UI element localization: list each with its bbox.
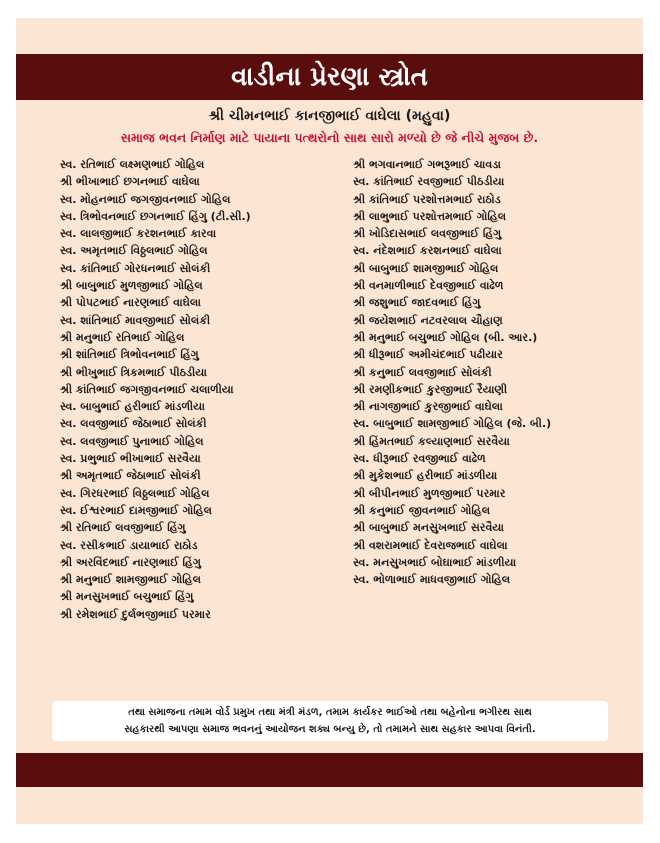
name-list-item: સ્વ. ધીરૂભાઈ રવજીભાઈ વાઢેળ <box>353 452 486 466</box>
name-list-item: શ્રી વનમાળીભાઈ દેવજીભાઈ વાઢેળ <box>353 279 504 293</box>
name-list-item: સ્વ. રસીકભાઈ ડાયાભાઈ રાઠોડ <box>60 538 198 552</box>
name-list-item: શ્રી અમૃતભાઈ જેઠાભાઈ સોલંકી <box>60 469 201 483</box>
name-list-item: શ્રી પોપટભાઈ નારણભાઈ વાઘેલા <box>60 296 201 310</box>
name-list-item: શ્રી ખોડિદાસભાઈ લવજીભાઈ હિંગુ <box>353 227 502 241</box>
page-title: વાડીના પ્રેરણા સ્ત્રોત <box>16 54 643 100</box>
page-panel <box>16 18 643 824</box>
name-list-item: સ્વ. બાબુભાઈ શામજીભાઈ ગોહિલ (જે. બી.) <box>353 417 552 431</box>
name-list-item: શ્રી રમણીકભાઈ કુરજીભાઈ રૈયાણી <box>353 382 508 396</box>
name-list-item: સ્વ. કાંતિભાઈ ગોરધનભાઈ સોલંકી <box>60 261 211 275</box>
name-list-item: શ્રી હિંમતભાઈ કલ્યાણભાઈ સરવૈયા <box>353 434 510 448</box>
name-list-item: શ્રી કાંતિભાઈ જગજીવનભાઈ ચલાળીયા <box>60 382 234 396</box>
name-list-item: સ્વ. મનસુખભાઈ બોઘાભાઈ માંડળીયા <box>353 555 517 569</box>
name-list-item: શ્રી રતિભાઈ લવજીભાઈ હિંગુ <box>60 521 186 535</box>
name-list-item: શ્રી ભગવાનભાઈ ગભરૂભાઈ ચાવડા <box>353 158 501 171</box>
name-list-item: સ્વ. ગિરધરભાઈ વિઠ્ઠલભાઈ ગોહિલ <box>60 486 210 500</box>
name-list-item: સ્વ. લવજીભાઈ પુનાભાઈ ગોહિલ <box>60 434 204 448</box>
intro-text: સમાજ ભવન નિર્માણ માટે પાયાના પત્થરોનો સાથ સારો મળ્યો છે જે નીચે મુજબ છે. <box>120 130 539 145</box>
name-list-item: શ્રી બીપીનભાઈ મુળજીભાઈ પરમાર <box>353 486 506 500</box>
name-list-item: સ્વ. ત્રિભોવનભાઈ છગનભાઈ હિંગુ (ટી.સી.) <box>60 209 251 223</box>
name-list-item: સ્વ. લાલજીભાઈ કરશનભાઈ કારવા <box>60 227 217 241</box>
closing-note-line-1: તથા સમાજના તમામ વોર્ડ પ્રમુખ તથા મંત્રી મંડળ, તમામ કાર્યકર ભાઈઓ તથા બહેનોના ભગીરથ સાથ <box>128 707 532 718</box>
closing-note <box>52 701 608 741</box>
name-list-item: શ્રી કાંતિભાઈ પરશોત્તમભાઈ રાઠોડ <box>353 192 501 206</box>
name-list-item: સ્વ. ભોળાભાઈ માધવજીભાઈ ગોહિલ <box>353 573 511 587</box>
name-list-item: શ્રી બાબુભાઈ મુળજીભાઈ ગોહિલ <box>60 279 203 293</box>
bottom-banner <box>16 753 643 787</box>
name-list-item: સ્વ. મોહનભાઈ જગજીવનભાઈ ગોહિલ <box>60 192 231 206</box>
name-list-item: સ્વ. શાંતિભાઈ માવજીભાઈ સોલંકી <box>60 313 211 327</box>
name-list-item: શ્રી મનુભાઈ બચુભાઈ ગોહિલ (બી. આર.) <box>353 330 538 344</box>
name-list-item: સ્વ. લવજીભાઈ જેઠાભાઈ સોલંકી <box>60 417 207 431</box>
name-list-item: શ્રી ધીરૂભાઈ અમીચંદભાઈ પઢીયાર <box>353 348 503 362</box>
name-list-item: શ્રી મનસુખભાઈ બચુભાઈ હિંગુ <box>60 590 194 604</box>
name-list-item: શ્રી કનુભાઈ લવજીભાઈ સોલંકી <box>353 365 492 379</box>
name-list-item: શ્રી રમેશભાઈ દુર્લભજીભાઈ પરમાર <box>60 607 211 621</box>
name-list-item: સ્વ. બાબુભાઈ હરીભાઈ માંડળીયા <box>60 400 205 414</box>
name-list-item: શ્રી મનુભાઈ શામજીભાઈ ગોહિલ <box>60 573 201 587</box>
name-list-item: સ્વ. રતિભાઈ લક્ષ્મણભાઈ ગોહિલ <box>60 158 205 171</box>
name-list-item: શ્રી જયેશભાઈ નટવરલાલ ચૌહાણ <box>353 313 503 327</box>
right-name-list <box>353 156 623 588</box>
name-list-item: સ્વ. પ્રભુભાઈ ભીખાભાઈ સરવૈયા <box>60 452 201 466</box>
name-list-item: શ્રી મુકેશભાઈ હરીભાઈ માંડળીયા <box>353 469 498 483</box>
name-list-item: શ્રી વશરામભાઈ દેવરાજભાઈ વાઘેલા <box>353 538 508 552</box>
name-list-item: શ્રી જશુભાઈ જાદવભાઈ હિંગુ <box>353 296 481 310</box>
left-name-list <box>60 156 320 623</box>
name-list-item: શ્રી ભીખુભાઈ ત્રિકમભાઈ પીઠડીયા <box>60 365 207 379</box>
name-list-item: સ્વ. કાંતિભાઈ રવજીભાઈ પીઠડીયા <box>353 175 505 189</box>
name-list-item: સ્વ. નંદેશભાઈ કરશનભાઈ વાઘેલા <box>353 244 502 258</box>
donor-heading: શ્રી ચીમનભાઈ કાનજીભાઈ વાઘેલા (મહુવા) <box>208 108 451 124</box>
closing-note-line-2: સહકારથી આપણા સમાજ ભવનનું આયોજન શક્ય બન્યુ છે, તો તમામને સાથ સહકાર આપવા વિનંતી. <box>124 724 536 735</box>
name-list-item: શ્રી લાભુભાઈ પરશોત્તમભાઈ ગોહિલ <box>353 209 507 223</box>
name-list-item: સ્વ. અમૃતભાઈ વિઠ્ઠલભાઈ ગોહિલ <box>60 244 208 258</box>
name-list-item: શ્રી કનુભાઈ જીવનભાઈ ગોહિલ <box>353 503 491 517</box>
name-list-item: શ્રી અરવિંદભાઈ નારણભાઈ હિંગુ <box>60 555 201 569</box>
name-list-item: શ્રી મનુભાઈ રતિભાઈ ગોહિલ <box>60 330 185 344</box>
name-list-item: શ્રી ભીખાભાઈ છગનભાઈ વાઘેલા <box>60 175 200 189</box>
name-list-item: શ્રી બાબુભાઈ શામજીભાઈ ગોહિલ <box>353 261 499 275</box>
name-list-item: સ્વ. ઈશ્વરભાઈ દામજીભાઈ ગોહિલ <box>60 503 212 517</box>
name-list-item: શ્રી શાંતિભાઈ ત્રિભોવનભાઈ હિંગુ <box>60 348 199 362</box>
name-list-item: શ્રી બાબુભાઈ મનસુખભાઈ સરવૈયા <box>353 521 505 535</box>
name-list-item: શ્રી નાગજીભાઈ કુરજીભાઈ વાઘેલા <box>353 400 503 414</box>
